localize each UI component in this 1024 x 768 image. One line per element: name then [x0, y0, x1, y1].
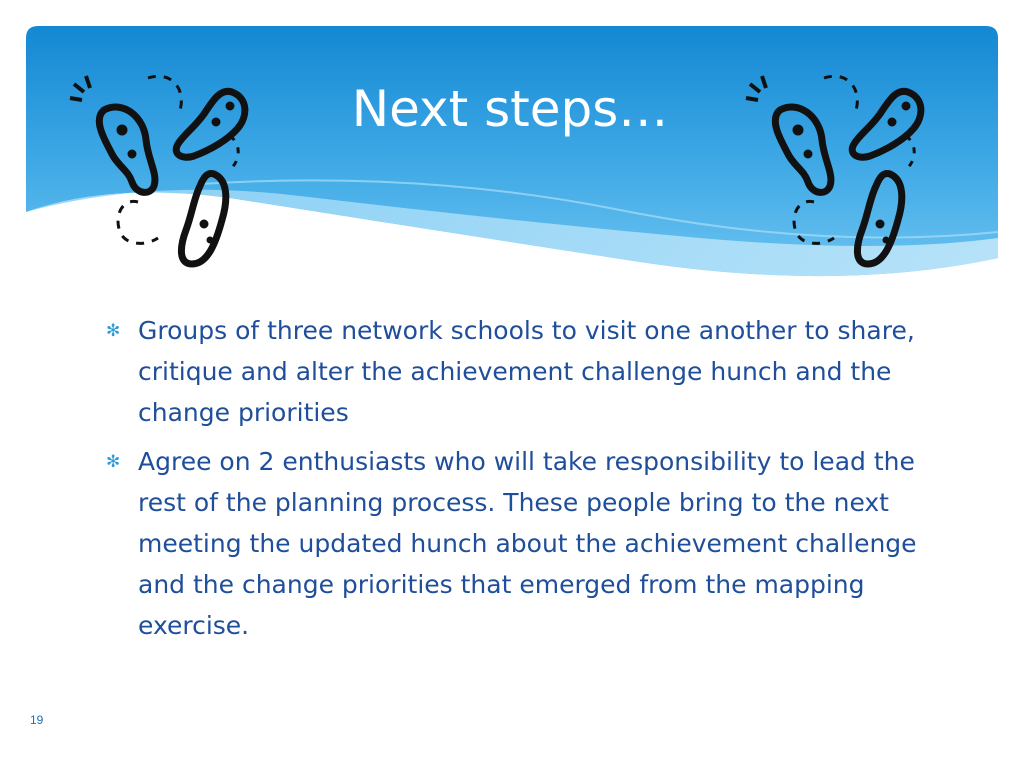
slide-title: Next steps…	[351, 80, 669, 138]
bullet-list	[106, 310, 926, 654]
footprints-icon	[62, 70, 252, 270]
bullet-text: Groups of three network schools to visit one another to share, critique and alter the achievement challenge hunch and the change priorities	[138, 316, 915, 427]
bullet-text: Agree on 2 enthusiasts who will take responsibility to lead the rest of the planning process. These people bring to the next meeting the updated hunch about the achievement challenge and the change priorities that emerged from the mapping exercise.	[138, 447, 917, 640]
page-number: 19	[30, 713, 44, 727]
bullet-icon: ✻	[106, 321, 121, 341]
bullet-item	[106, 441, 926, 646]
bullet-item	[106, 310, 926, 433]
bullet-icon: ✻	[106, 452, 121, 472]
